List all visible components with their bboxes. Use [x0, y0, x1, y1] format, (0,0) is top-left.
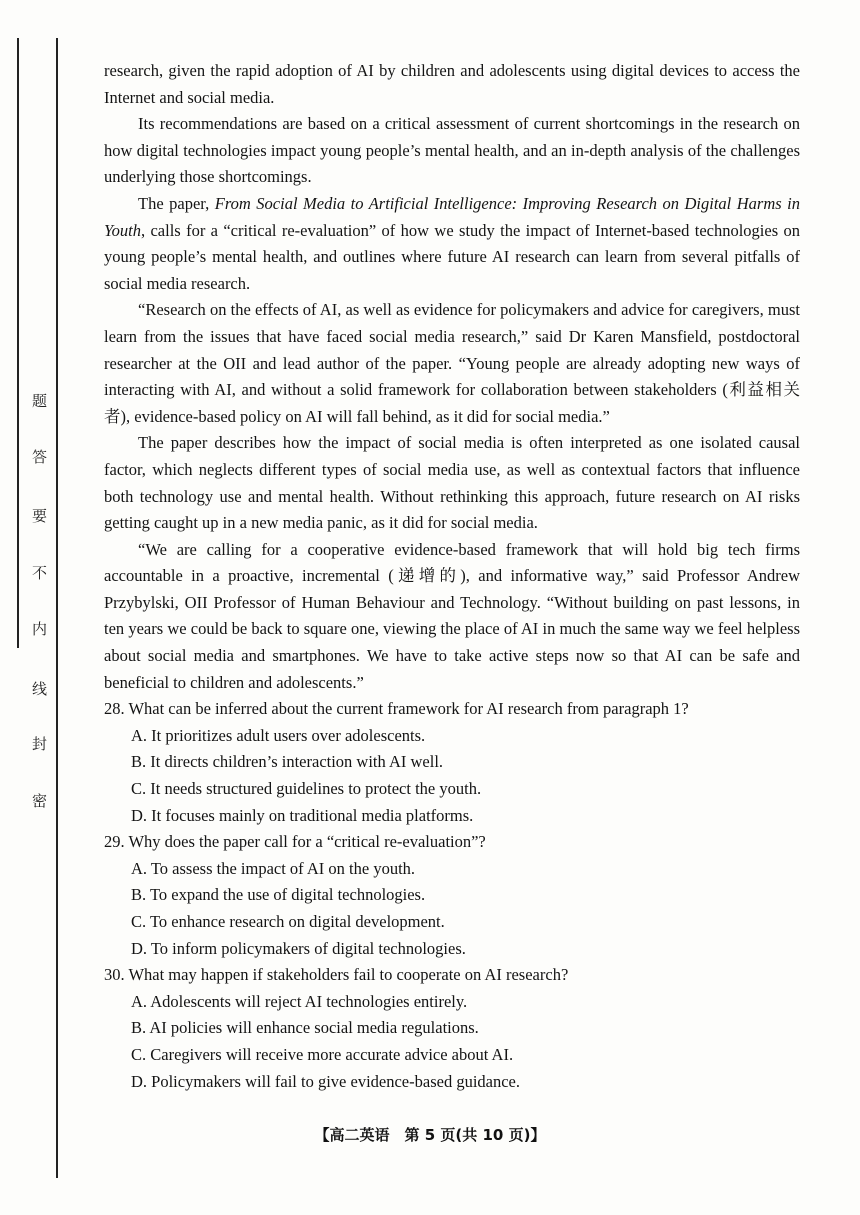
paragraph-mansfield-quote: “Research on the effects of AI, as well as evidence for policymakers and advice for caregivers, must learn from the issues that have faced social media research,” said Dr Karen Mansfield, postdoctoral researcher at the OII and lead author of the paper. “Young people are already adopting new ways of interacting with AI, and without a solid framework for collaboration between stakeholders (利益相关者), evidence-based policy on AI will fall behind, as it did for social media.” [104, 300, 800, 426]
paragraph-recommendations: Its recommendations are based on a critical assessment of current shortcomings in the research on how digital technologies impact young people’s mental health, and an in-depth analysis of the challenges underlying those shortcomings. [104, 114, 800, 187]
seal-char: 密 [32, 792, 48, 810]
question-28 [104, 696, 800, 829]
paper-rest: , calls for a “critical re-evaluation” of how we study the impact of Internet-based technologies on young people’s mental health, and outlines where future AI research can learn from several pitfalls of social media research. [104, 220, 800, 293]
binding-line-left [17, 38, 19, 648]
option-b: B. AI policies will enhance social media regulations. [131, 1018, 479, 1038]
option-d: D. Policymakers will fail to give evidence-based guidance. [131, 1071, 520, 1091]
question-30 [104, 962, 800, 1095]
paper-title: From Social Media to Artificial Intelligence: Improving Research on Digital Harms in Youth [104, 193, 800, 240]
binding-line-right [56, 38, 58, 1178]
seal-char: 内 [32, 620, 48, 638]
question-stem: 29. Why does the paper call for a “critical re-evaluation”? [104, 832, 486, 852]
option-c: C. It needs structured guidelines to protect the youth. [131, 779, 482, 799]
question-stem: 28. What can be inferred about the current framework for AI research from paragraph 1? [104, 699, 689, 719]
option-b: B. To expand the use of digital technologies. [131, 885, 426, 905]
paragraph-continued: research, given the rapid adoption of AI by children and adolescents using digital devices to access the Internet and social media. [104, 61, 800, 107]
question-29 [104, 829, 800, 962]
page-footer: 【高二英语 第 5 页(共 10 页)】 [314, 1126, 546, 1144]
paragraph-impact: The paper describes how the impact of social media is often interpreted as one isolated causal factor, which neglects different types of social media use, as well as contextual factors that influence both technology use and mental health. Without rethinking this approach, future research on AI risks getting caught up in a new media panic, as it did for social media. [104, 433, 800, 533]
paragraph-paper [104, 191, 800, 297]
passage-content [104, 58, 800, 1095]
option-d: D. It focuses mainly on traditional media platforms. [131, 805, 474, 825]
seal-char: 答 [32, 448, 48, 466]
seal-char: 不 [32, 564, 48, 582]
option-d: D. To inform policymakers of digital technologies. [131, 938, 466, 958]
seal-char: 封 [32, 735, 48, 753]
option-a: A. To assess the impact of AI on the youth. [131, 858, 416, 878]
question-stem: 30. What may happen if stakeholders fail to cooperate on AI research? [104, 965, 569, 985]
option-c: C. Caregivers will receive more accurate advice about AI. [131, 1044, 514, 1064]
option-c: C. To enhance research on digital development. [131, 912, 445, 931]
paragraph-przybylski-quote: “We are calling for a cooperative evidence-based framework that will hold big tech firms accountable in a proactive, incremental (递增的), and informative way,” said Professor Andrew Przybylski, OII Professor of Human Behaviour and Technology. “Without building on past lessons, in ten years we could be back to square one, viewing the place of AI in much the same way we feel helpless about social media and smartphones. We have to take active steps now so that AI can be safe and beneficial to children and adolescents.” [104, 539, 800, 692]
option-b: B. It directs children’s interaction with AI well. [131, 752, 444, 772]
seal-char: 线 [32, 680, 48, 698]
option-a: A. Adolescents will reject AI technologies entirely. [131, 991, 468, 1011]
option-a: A. It prioritizes adult users over adolescents. [131, 725, 426, 745]
seal-char: 题 [32, 392, 48, 410]
seal-char: 要 [32, 507, 48, 525]
paper-intro: The paper, [138, 193, 215, 213]
